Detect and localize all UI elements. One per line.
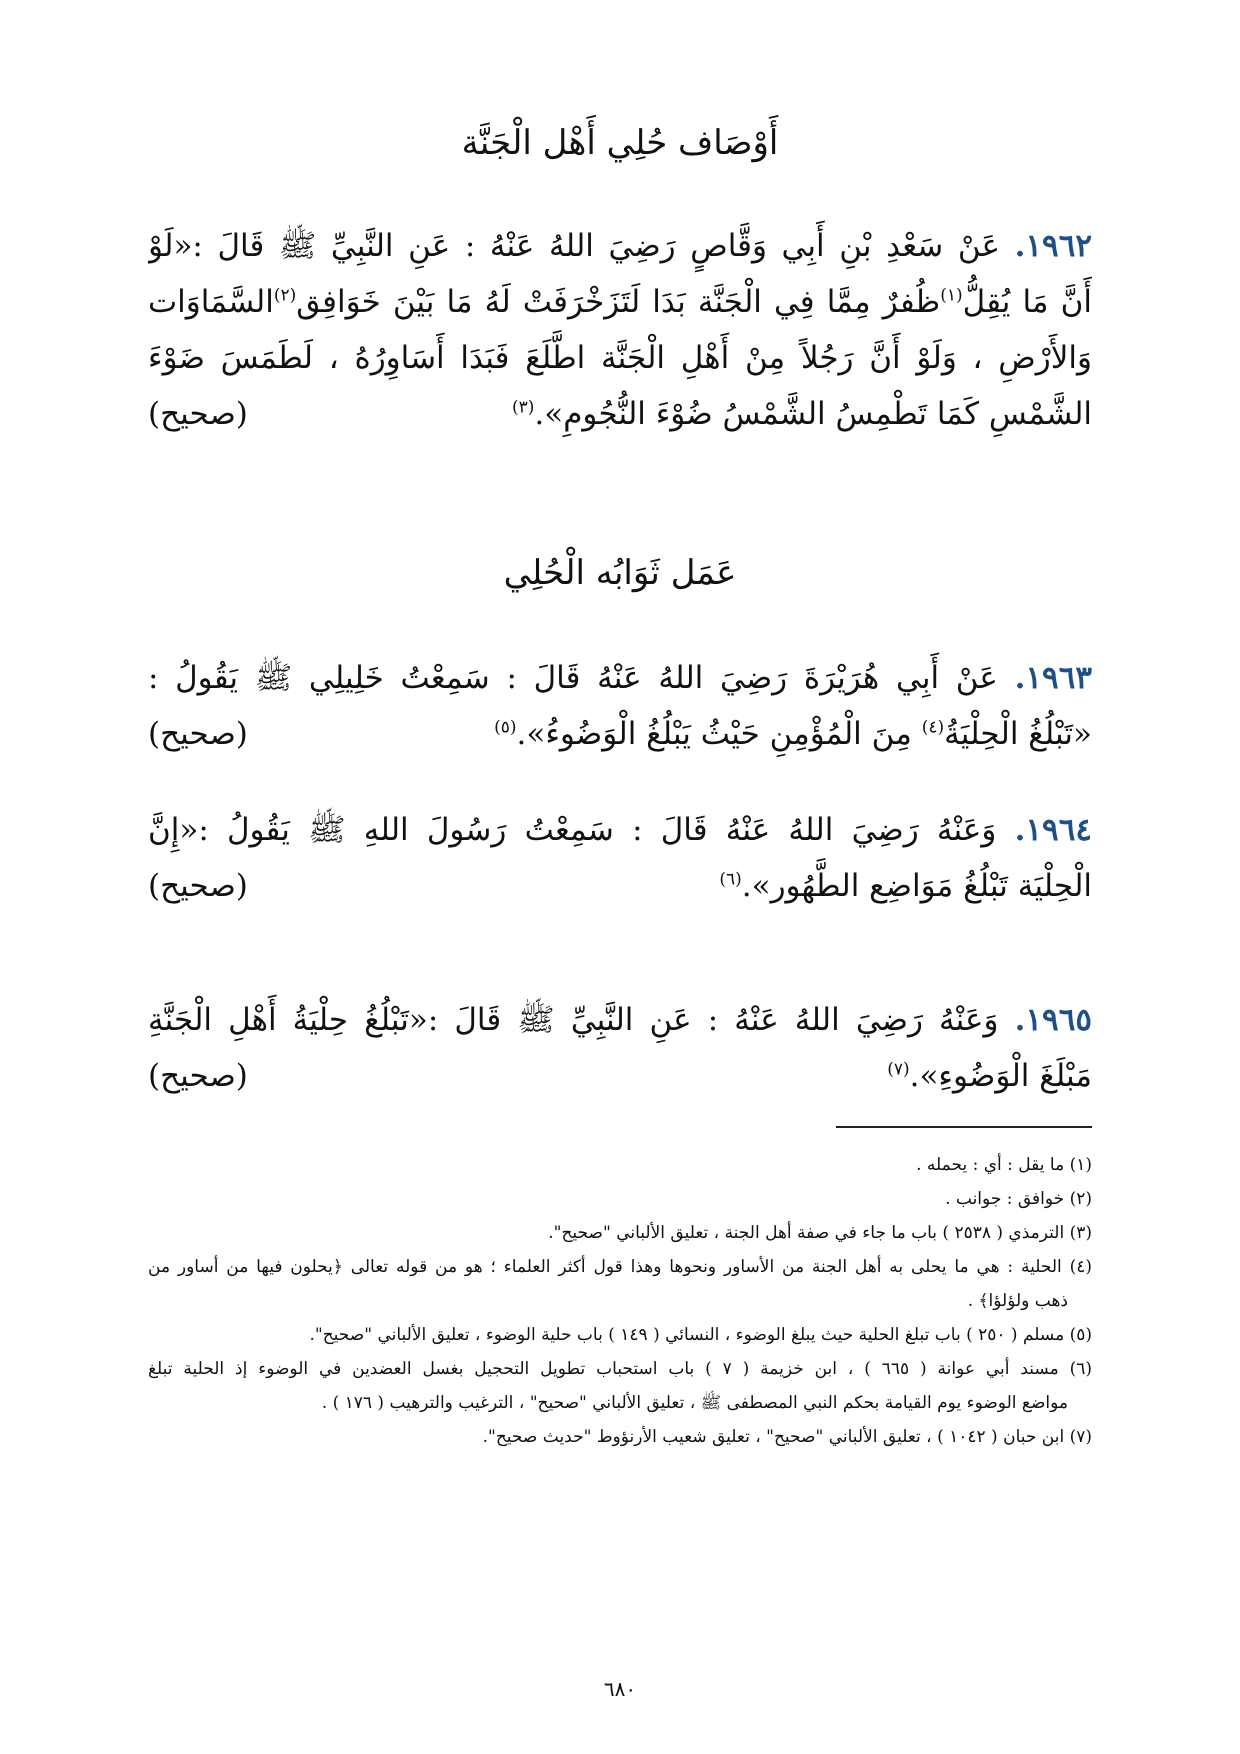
- hadith-text: الْحِلْيَة تَبْلُغُ مَوَاضِع الطَّهُور».: [741, 868, 1092, 904]
- footnote-4-continuation: ذهب ولؤلؤا﴾ .: [967, 1291, 1068, 1311]
- hadith-text: مِنَ الْمُؤْمِنِ حَيْثُ يَبْلُغُ الْوَضُوءُ».: [516, 716, 922, 752]
- section-heading-2: عَمَل ثَوَابُه الْحُلِي: [503, 553, 737, 593]
- hadith-number: ١٩٦٤.: [1014, 812, 1092, 848]
- hadith-line: [148, 992, 1092, 1048]
- footnote-1: (١) ما يقل : أي : يحمله .: [916, 1155, 1092, 1175]
- footnotes: [148, 1148, 1092, 1454]
- hadith-text: مَبْلَغَ الْوَضُوءِ».: [909, 1058, 1092, 1094]
- hadith-1962: [148, 218, 1092, 442]
- hadith-text: السَّمَاوَات: [148, 284, 274, 320]
- hadith-text: عَنْ أَبِي هُرَيْرَةَ رَضِيَ اللهُ عَنْهُ قَالَ : سَمِعْتُ خَلِيلِي ﷺ يَقُولُ :: [148, 660, 998, 696]
- hadith-number: ١٩٦٢.: [1014, 228, 1092, 264]
- footnote-6-continuation: مواضع الوضوء يوم القيامة بحكم النبي المصطفى ﷺ ، تعليق الألباني "صحيح" ، الترغيب والترهيب ( ١٧٦ ) .: [321, 1393, 1068, 1413]
- hadith-line: [148, 858, 1092, 914]
- hadith-text: وَعَنْهُ رَضِيَ اللهُ عَنْهُ قَالَ : سَمِعْتُ رَسُولَ اللهِ ﷺ يَقُولُ :«إِنَّ: [148, 812, 997, 848]
- footnote-ref[interactable]: (٦): [719, 869, 742, 890]
- footnote-3: (٣) الترمذي ( ٢٥٣٨ ) باب ما جاء في صفة أهل الجنة ، تعليق الألباني "صحيح".: [548, 1223, 1092, 1243]
- footnote-ref[interactable]: (١): [940, 285, 963, 306]
- footnote-7: (٧) ابن حبان ( ١٠٤٢ ) ، تعليق الألباني "صحيح" ، تعليق شعيب الأرنؤوط "حديث صحيح".: [482, 1427, 1092, 1447]
- grade-label: (صحيح): [148, 716, 248, 752]
- hadith-number: ١٩٦٥.: [1014, 1002, 1092, 1038]
- hadith-line: [148, 330, 1092, 386]
- hadith-text: ظُفرٌ مِمَّا فِي الْجَنَّة بَدَا لَتَزَخْرَفَتْ لَهُ مَا بَيْنَ خَوَافِق: [296, 284, 941, 320]
- hadith-1964: [148, 802, 1092, 914]
- hadith-text: وَالأَرْضِ ، وَلَوْ أَنَّ رَجُلاً مِنْ أَهْلِ الْجَنَّة اطَّلَعَ فَبَدَا أَسَاوِرُهُ ، لَطَمَسَ ضَوْءَ: [148, 340, 1092, 376]
- footnote-2: (٢) خوافق : جوانب .: [945, 1189, 1092, 1209]
- hadith-text: عَنْ سَعْدِ بْنِ أَبِي وَقَّاصٍ رَضِيَ اللهُ عَنْهُ : عَنِ النَّبِيِّ ﷺ قَالَ :«لَوْ: [148, 228, 1000, 264]
- footnote-4: (٤) الحلية : هي ما يحلى به أهل الجنة من الأساور ونحوها وهذا قول أكثر العلماء ؛ هو من قوله تعالى ﴿يحلون فيها من أساور من: [148, 1257, 1092, 1277]
- footnote-ref[interactable]: (٤): [921, 717, 945, 738]
- hadith-text: أَنَّ مَا يُقِلُّ: [962, 284, 1092, 320]
- grade-label: (صحيح): [148, 396, 248, 432]
- footnote-ref[interactable]: (٣): [512, 397, 535, 418]
- footnote-ref[interactable]: (٧): [887, 1059, 910, 1080]
- footnote-ref[interactable]: (٢): [273, 285, 297, 306]
- hadith-text: وَعَنْهُ رَضِيَ اللهُ عَنْهُ : عَنِ النَّبِيِّ ﷺ قَالَ :«تَبْلُغُ حِلْيَةُ أَهْلِ الْجَنَّةِ: [148, 1002, 999, 1038]
- grade-label: (صحيح): [148, 868, 248, 904]
- section-heading-1: أَوْصَاف حُلِي أَهْل الْجَنَّة: [461, 123, 779, 163]
- hadith-line: [148, 706, 1092, 762]
- footnote-ref[interactable]: (٥): [494, 717, 517, 738]
- footnote-5: (٥) مسلم ( ٢٥٠ ) باب تبلغ الحلية حيث يبلغ الوضوء ، النسائي ( ١٤٩ ) باب حلية الوضوء ، تعليق الألباني "صحيح".: [309, 1325, 1092, 1345]
- hadith-line: [148, 650, 1092, 706]
- hadith-line: [148, 274, 1092, 330]
- hadith-line: [148, 386, 1092, 442]
- hadith-text: الشَّمْسِ كَمَا تَطْمِسُ الشَّمْسُ ضُوْءَ النُّجُومِ».: [534, 396, 1092, 432]
- hadith-1963: [148, 650, 1092, 762]
- hadith-line: [148, 802, 1092, 858]
- hadith-text: «تَبْلُغُ الْحِلْيَةُ: [944, 716, 1092, 752]
- footnote-separator: [836, 1126, 1092, 1128]
- grade-label: (صحيح): [148, 1058, 248, 1094]
- footnote-6: (٦) مسند أبي عوانة ( ٦٦٥ ) ، ابن خزيمة ( ٧ ) باب استحباب تطويل التحجيل بغسل العضدين في الوضوء إذ الحلية تبلغ: [148, 1359, 1092, 1379]
- hadith-1965: [148, 992, 1092, 1104]
- book-page: [148, 0, 1092, 1754]
- hadith-number: ١٩٦٣.: [1014, 660, 1092, 696]
- hadith-line: [148, 1048, 1092, 1104]
- page-number: ٦٨٠: [603, 1677, 637, 1701]
- hadith-line: [148, 218, 1092, 274]
